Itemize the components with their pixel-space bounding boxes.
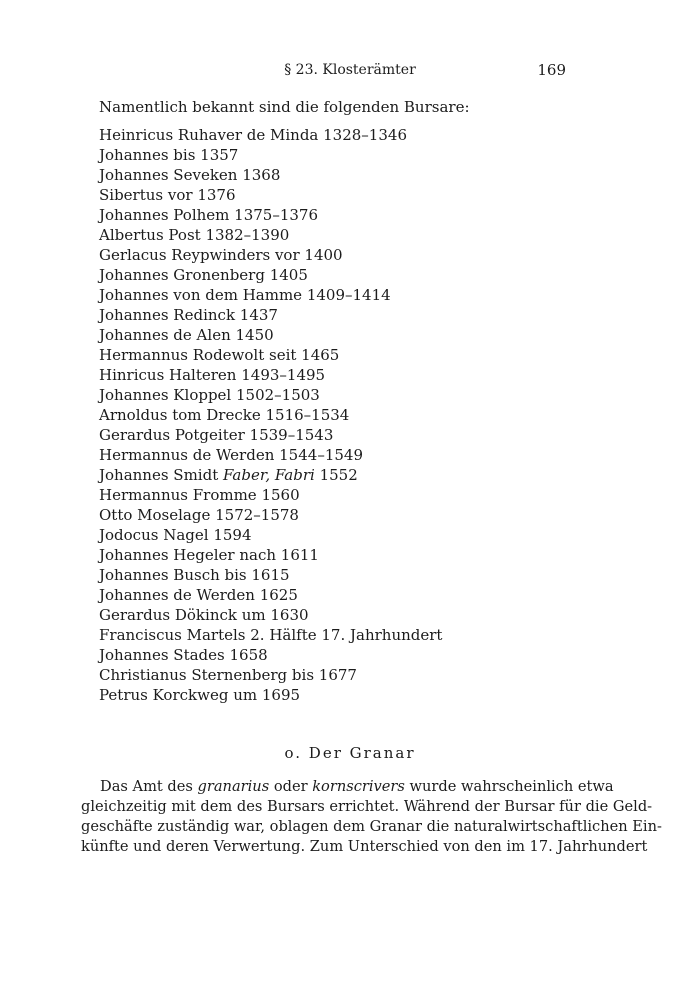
bursar-entry: Johannes Hegeler nach 1611: [99, 546, 319, 564]
paragraph-line: gleichzeitig mit dem des Bursars errichtet. Während der Bursar für die Geld-: [81, 798, 653, 815]
bursar-entry: Gerardus Potgeiter 1539–1543: [99, 426, 334, 444]
text-run: wurde wahrscheinlich etwa: [404, 778, 614, 795]
bursar-entry: Johannes Gronenberg 1405: [99, 266, 308, 284]
bursar-entry: Gerlacus Reypwinders vor 1400: [99, 246, 343, 264]
bursar-entry: Petrus Korckweg um 1695: [99, 686, 301, 704]
running-header: § 23. Klosterämter: [284, 62, 416, 78]
bursar-entry: Hinricus Halteren 1493–1495: [99, 366, 326, 384]
bursar-entry: Jodocus Nagel 1594: [99, 526, 252, 544]
list-intro: Namentlich bekannt sind die folgenden Bursare:: [99, 98, 470, 116]
section-heading: o. Der Granar: [284, 744, 416, 762]
bursar-entry: Christianus Sternenberg bis 1677: [99, 666, 357, 684]
bursar-entry: Gerardus Dökinck um 1630: [99, 606, 309, 624]
text-run: Das Amt des: [100, 778, 198, 795]
bursar-entry: Johannes Busch bis 1615: [99, 566, 290, 584]
bursar-entry: Johannes Stades 1658: [99, 646, 268, 664]
bursar-entry: Hermannus de Werden 1544–1549: [99, 446, 363, 464]
bursar-entry: Sibertus vor 1376: [99, 186, 236, 204]
bursar-entry: Albertus Post 1382–1390: [99, 226, 290, 244]
bursar-entry: Hermannus Fromme 1560: [99, 486, 300, 504]
bursar-entry: Franciscus Martels 2. Hälfte 17. Jahrhundert: [99, 626, 443, 644]
italic-term: granarius: [197, 778, 270, 795]
text-run: Johannes Smidt: [99, 466, 224, 484]
paragraph-line: künfte und deren Verwertung. Zum Unterschied von den im 17. Jahrhundert: [81, 838, 648, 855]
bursar-entry: Otto Moselage 1572–1578: [99, 506, 299, 524]
bursar-entry: Johannes de Alen 1450: [99, 326, 274, 344]
bursar-entry: Johannes de Werden 1625: [99, 586, 298, 604]
text-run: 1552: [314, 466, 358, 484]
body-paragraph: [81, 777, 662, 857]
bursar-list: [99, 125, 442, 705]
bursar-entry: Johannes Redinck 1437: [99, 306, 278, 324]
bursar-entry: Heinricus Ruhaver de Minda 1328–1346: [99, 126, 407, 144]
bursar-entry: Johannes bis 1357: [99, 146, 239, 164]
bursar-entry: Johannes Seveken 1368: [99, 166, 281, 184]
bursar-entry: Johannes von dem Hamme 1409–1414: [99, 286, 391, 304]
paragraph-line: [81, 777, 614, 797]
text-run: oder: [269, 778, 313, 795]
bursar-entry: Hermannus Rodewolt seit 1465: [99, 346, 340, 364]
bursar-entry: [99, 465, 442, 485]
page-number: 169: [537, 61, 566, 79]
italic-name: Faber, Fabri: [223, 466, 315, 484]
paragraph-line: geschäfte zuständig war, oblagen dem Granar die naturalwirtschaftlichen Ein-: [81, 818, 662, 835]
italic-term: kornscrivers: [312, 778, 405, 795]
bursar-entry: Arnoldus tom Drecke 1516–1534: [99, 406, 350, 424]
bursar-entry: Johannes Kloppel 1502–1503: [99, 386, 320, 404]
bursar-entry: Johannes Polhem 1375–1376: [99, 206, 319, 224]
